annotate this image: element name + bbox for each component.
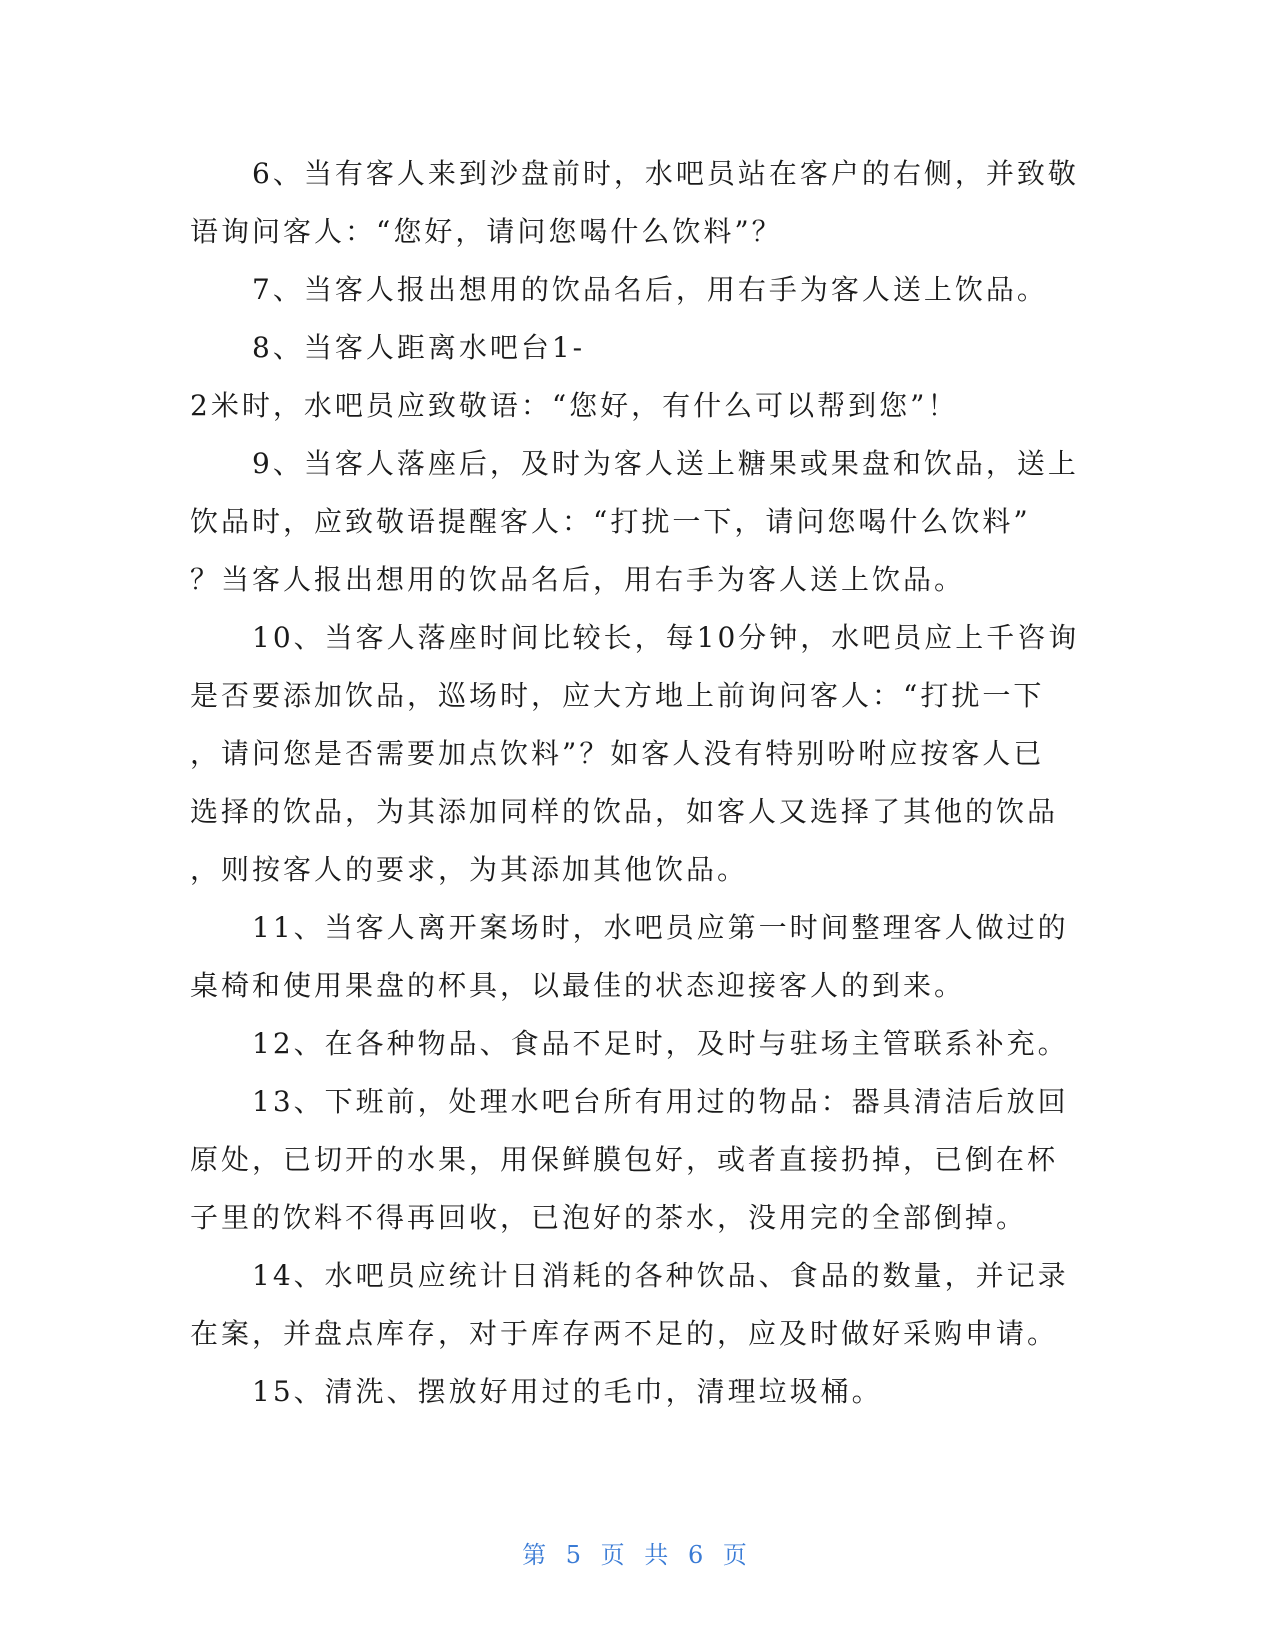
line-text: 子里的饮料不得再回收，已泡好的茶水，没用完的全部倒掉。 — [190, 1201, 1028, 1234]
line-text: 语询问客人：“您好，请问您喝什么饮料”？ — [190, 215, 783, 248]
text-line — [190, 203, 1090, 261]
text-line — [190, 783, 1090, 841]
line-text: ，请问您是否需要加点饮料”？如客人没有特别吩咐应按客人已 — [190, 737, 1045, 770]
text-line — [190, 377, 1090, 435]
text-line — [190, 319, 1090, 377]
text-line — [190, 1131, 1090, 1189]
text-line — [190, 1189, 1090, 1247]
line-text: 15、清洗、摆放好用过的毛巾，清理垃圾桶。 — [252, 1375, 883, 1408]
line-text: 12、在各种物品、食品不足时，及时与驻场主管联系补充。 — [252, 1027, 1069, 1060]
text-line — [190, 841, 1090, 899]
line-text: 选择的饮品，为其添加同样的饮品，如客人又选择了其他的饮品 — [190, 795, 1059, 828]
line-text: 饮品时，应致敬语提醒客人：“打扰一下，请问您喝什么饮料” — [190, 505, 1031, 538]
page-number-label: 第 5 页 共 6 页 — [522, 1541, 753, 1569]
document-body — [190, 145, 1090, 1421]
page-footer — [0, 1535, 1275, 1570]
text-line — [190, 435, 1090, 493]
text-line — [190, 1363, 1090, 1421]
text-line — [190, 667, 1090, 725]
line-text: 8、当客人距离水吧台1- — [252, 331, 586, 364]
text-line — [190, 1305, 1090, 1363]
text-line — [190, 957, 1090, 1015]
text-line — [190, 609, 1090, 667]
text-line — [190, 551, 1090, 609]
line-text: 是否要添加饮品，巡场时，应大方地上前询问客人：“打扰一下 — [190, 679, 1045, 712]
line-text: ？当客人报出想用的饮品名后，用右手为客人送上饮品。 — [190, 563, 966, 596]
line-text: 13、下班前，处理水吧台所有用过的物品：器具清洁后放回 — [252, 1085, 1069, 1118]
line-text: 9、当客人落座后，及时为客人送上糖果或果盘和饮品，送上 — [252, 447, 1079, 480]
line-text: 6、当有客人来到沙盘前时，水吧员站在客户的右侧，并致敬 — [252, 157, 1079, 190]
text-line — [190, 493, 1090, 551]
text-line — [190, 1247, 1090, 1305]
line-text: 2米时，水吧员应致敬语：“您好，有什么可以帮到您”！ — [190, 389, 959, 422]
line-text: 7、当客人报出想用的饮品名后，用右手为客人送上饮品。 — [252, 273, 1048, 306]
line-text: 在案，并盘点库存，对于库存两不足的，应及时做好采购申请。 — [190, 1317, 1059, 1350]
text-line — [190, 725, 1090, 783]
line-text: 桌椅和使用果盘的杯具，以最佳的状态迎接客人的到来。 — [190, 969, 966, 1002]
text-line — [190, 1015, 1090, 1073]
text-line — [190, 261, 1090, 319]
line-text: 11、当客人离开案场时，水吧员应第一时间整理客人做过的 — [252, 911, 1069, 944]
text-line — [190, 899, 1090, 957]
text-line — [190, 145, 1090, 203]
line-text: ，则按客人的要求，为其添加其他饮品。 — [190, 853, 749, 886]
text-line — [190, 1073, 1090, 1131]
line-text: 14、水吧员应统计日消耗的各种饮品、食品的数量，并记录 — [252, 1259, 1069, 1292]
line-text: 10、当客人落座时间比较长，每10分钟，水吧员应上千咨询 — [252, 621, 1080, 654]
line-text: 原处，已切开的水果，用保鲜膜包好，或者直接扔掉，已倒在杯 — [190, 1143, 1059, 1176]
